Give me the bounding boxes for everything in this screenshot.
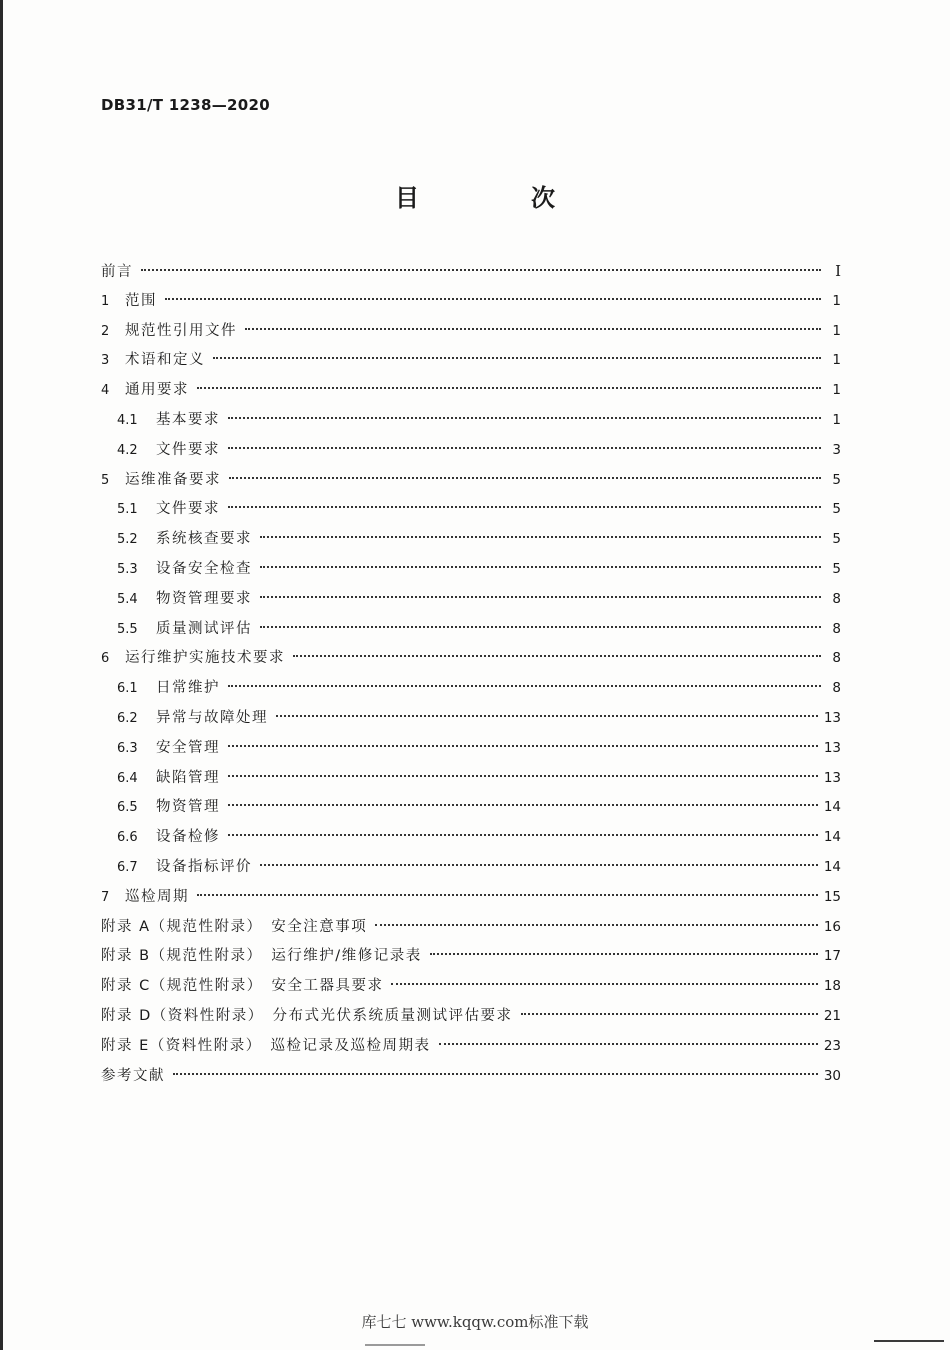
toc-entry-label: 设备检修 <box>156 829 220 846</box>
toc-entry[interactable] <box>101 972 841 1002</box>
toc-entry-label: 附录 E（资料性附录） 巡检记录及巡检周期表 <box>101 1037 431 1054</box>
toc-entry-label: 设备安全检查 <box>156 560 252 577</box>
toc-dot-leader <box>260 566 821 568</box>
toc-entry[interactable] <box>101 1062 841 1092</box>
toc-entry-number: 5.3 <box>117 561 138 577</box>
toc-entry-number: 6 <box>101 651 110 667</box>
toc-entry-label: 系统核查要求 <box>156 531 252 548</box>
toc-entry-label: 附录 D（资料性附录） 分布式光伏系统质量测试评估要求 <box>101 1007 513 1024</box>
toc-entry-number: 6.5 <box>117 800 138 816</box>
toc-entry-page: 1 <box>832 411 841 428</box>
toc-entry[interactable] <box>101 615 841 645</box>
toc-entry-page: 8 <box>832 620 841 637</box>
toc-dot-leader <box>293 655 821 657</box>
toc-entry-page: 1 <box>832 382 841 399</box>
toc-entry-number: 1 <box>101 293 110 309</box>
toc-entry-label: 运维准备要求 <box>125 471 221 488</box>
toc-entry-page: 13 <box>823 709 841 726</box>
toc-dot-leader <box>375 924 818 926</box>
toc-entry[interactable] <box>101 346 841 376</box>
toc-entry-page: 21 <box>823 1007 841 1024</box>
toc-entry-page: 16 <box>823 918 841 935</box>
toc-dot-leader <box>228 804 818 806</box>
toc-entry[interactable] <box>101 555 841 585</box>
toc-entry-label: 范围 <box>125 292 157 309</box>
toc-dot-leader <box>228 447 821 449</box>
toc-dot-leader <box>260 596 821 598</box>
toc-entry-page: 13 <box>823 739 841 756</box>
toc-entry-label: 安全管理 <box>156 739 220 756</box>
toc-entry-number: 2 <box>101 323 110 339</box>
toc-entry-page: 13 <box>823 769 841 786</box>
toc-entry-label: 术语和定义 <box>125 352 205 369</box>
toc-dot-leader <box>229 477 821 479</box>
toc-entry[interactable] <box>101 793 841 823</box>
toc-dot-leader <box>260 626 821 628</box>
toc-entry[interactable] <box>101 942 841 972</box>
toc-dot-leader <box>228 685 821 687</box>
toc-entry-number: 4.1 <box>117 412 138 428</box>
toc-entry-page: 30 <box>823 1067 841 1084</box>
toc-entry-label: 附录 B（规范性附录） 运行维护/维修记录表 <box>101 948 422 965</box>
toc-entry-label: 通用要求 <box>125 382 189 399</box>
toc-entry-label: 巡检周期 <box>125 888 189 905</box>
standard-code: DB31/T 1238—2020 <box>101 96 270 114</box>
scan-mark <box>874 1340 944 1342</box>
toc-dot-leader <box>165 298 821 300</box>
toc-entry-label: 前言 <box>101 264 133 280</box>
toc-entry-number: 6.7 <box>117 859 138 875</box>
toc-entry-page: 3 <box>832 441 841 458</box>
toc-dot-leader <box>213 357 821 359</box>
toc-entry-number: 5.5 <box>117 621 138 637</box>
toc-entry-number: 6.1 <box>117 681 138 697</box>
toc-entry-label: 附录 C（规范性附录） 安全工器具要求 <box>101 978 384 995</box>
toc-entry[interactable] <box>101 436 841 466</box>
toc-entry[interactable] <box>101 317 841 347</box>
toc-entry-label: 参考文献 <box>101 1067 165 1084</box>
toc-dot-leader <box>228 506 821 508</box>
toc-dot-leader <box>228 745 818 747</box>
toc-entry-label: 附录 A（规范性附录） 安全注意事项 <box>101 918 368 935</box>
toc-entry-label: 运行维护实施技术要求 <box>125 650 285 667</box>
toc-entry-page: 17 <box>823 948 841 965</box>
toc-entry-label: 设备指标评价 <box>156 858 252 875</box>
toc-entry[interactable] <box>101 585 841 615</box>
toc-dot-leader <box>245 328 821 330</box>
toc-entry[interactable] <box>101 1002 841 1032</box>
toc-entry-number: 6.6 <box>117 830 138 846</box>
toc-entry[interactable] <box>101 674 841 704</box>
toc-entry[interactable] <box>101 644 841 674</box>
toc-entry-number: 7 <box>101 889 110 905</box>
toc-entry-page: 15 <box>823 888 841 905</box>
toc-dot-leader <box>141 269 821 271</box>
toc-entry[interactable] <box>101 853 841 883</box>
toc-entry-label: 物资管理 <box>156 799 220 816</box>
toc-dot-leader <box>228 834 818 836</box>
footer-watermark: 库七七 www.kqqw.com标准下载 <box>361 1313 589 1331</box>
toc-dot-leader <box>260 536 821 538</box>
toc-entry-page: 18 <box>823 978 841 995</box>
toc-entry-label: 文件要求 <box>156 441 220 458</box>
toc-entry-number: 5.4 <box>117 591 138 607</box>
toc-entry-number: 5.2 <box>117 532 138 548</box>
toc-entry-page: 14 <box>823 799 841 816</box>
toc-entry-label: 缺陷管理 <box>156 769 220 786</box>
toc-entry[interactable] <box>101 406 841 436</box>
toc-entry-label: 物资管理要求 <box>156 590 252 607</box>
toc-entry-label: 日常维护 <box>156 680 220 697</box>
toc-entry-number: 5 <box>101 472 110 488</box>
toc-dot-leader <box>228 417 821 419</box>
toc-dot-leader <box>439 1043 818 1045</box>
toc-entry-number: 4 <box>101 383 110 399</box>
toc-entry-label: 基本要求 <box>156 411 220 428</box>
page-title: 目 次 <box>395 184 599 212</box>
toc-entry-number: 4.2 <box>117 442 138 458</box>
toc-entry[interactable] <box>101 734 841 764</box>
toc-entry-page: 5 <box>832 501 841 518</box>
toc-entry-page: 1 <box>832 352 841 369</box>
toc-entry[interactable] <box>101 913 841 943</box>
toc-entry[interactable] <box>101 257 841 287</box>
toc-entry-page: 1 <box>832 322 841 339</box>
toc-entry-number: 6.4 <box>117 770 138 786</box>
scan-mark <box>365 1344 425 1346</box>
toc-entry-page: 5 <box>832 531 841 548</box>
toc-entry-page: 5 <box>832 560 841 577</box>
toc-entry-page: 14 <box>823 829 841 846</box>
toc-entry-number: 6.2 <box>117 710 138 726</box>
toc-dot-leader <box>521 1013 818 1015</box>
toc-entry-page: 5 <box>832 471 841 488</box>
toc-dot-leader <box>173 1073 818 1075</box>
toc-entry[interactable] <box>101 466 841 496</box>
toc-dot-leader <box>430 953 818 955</box>
toc-entry-number: 5.1 <box>117 502 138 518</box>
toc-entry-number: 6.3 <box>117 740 138 756</box>
toc-dot-leader <box>276 715 818 717</box>
toc-entry-page: I <box>835 262 841 280</box>
toc-entry[interactable] <box>101 376 841 406</box>
toc-entry[interactable] <box>101 495 841 525</box>
toc-entry[interactable] <box>101 704 841 734</box>
toc-entry-page: 8 <box>832 650 841 667</box>
toc-entry-page: 14 <box>823 858 841 875</box>
toc-entry-page: 1 <box>832 292 841 309</box>
toc-entry[interactable] <box>101 883 841 913</box>
toc-entry[interactable] <box>101 823 841 853</box>
toc-dot-leader <box>197 387 821 389</box>
toc-entry-label: 规范性引用文件 <box>125 322 237 339</box>
table-of-contents <box>101 257 841 1091</box>
toc-entry[interactable] <box>101 1032 841 1062</box>
toc-entry-page: 8 <box>832 680 841 697</box>
toc-dot-leader <box>391 983 817 985</box>
toc-dot-leader <box>228 775 818 777</box>
toc-entry-number: 3 <box>101 353 110 369</box>
toc-entry-label: 文件要求 <box>156 501 220 518</box>
toc-entry-page: 8 <box>832 590 841 607</box>
toc-entry[interactable] <box>101 287 841 317</box>
toc-entry[interactable] <box>101 525 841 555</box>
toc-dot-leader <box>260 864 818 866</box>
toc-entry[interactable] <box>101 764 841 794</box>
toc-dot-leader <box>197 894 818 896</box>
toc-entry-label: 异常与故障处理 <box>156 709 268 726</box>
toc-entry-label: 质量测试评估 <box>156 620 252 637</box>
toc-entry-page: 23 <box>823 1037 841 1054</box>
